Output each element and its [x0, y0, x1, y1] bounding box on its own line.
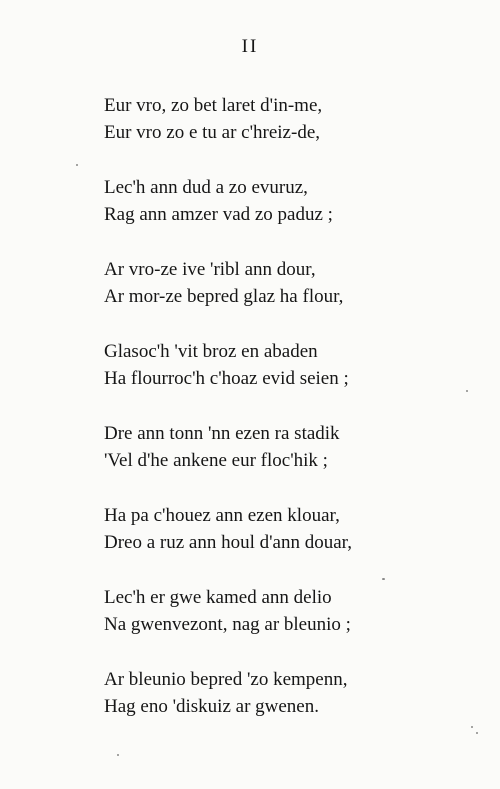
poem-line: Rag ann amzer vad zo paduz ;: [104, 204, 333, 225]
stanza-4: [104, 338, 484, 420]
paper-speck: [466, 390, 468, 392]
poem-line: Lec'h er gwe kamed ann delio: [104, 587, 332, 608]
poem-line: Ar mor-ze bepred glaz ha flour,: [104, 286, 344, 307]
page-number: II: [241, 36, 259, 57]
stanza-6: [104, 502, 484, 584]
poem-line: Dreo a ruz ann houl d'ann douar,: [104, 532, 352, 553]
paper-speck: [382, 578, 385, 580]
poem-line: Ar vro-ze ive 'ribl ann dour,: [104, 259, 316, 280]
poem-line: Glasoc'h 'vit broz en abaden: [104, 341, 318, 362]
poem-line: 'Vel d'he ankene eur floc'hik ;: [104, 450, 328, 471]
stanza-3: [104, 256, 484, 338]
poem-line: Ha flourroc'h c'hoaz evid seien ;: [104, 368, 349, 389]
poem-line: Hag eno 'diskuiz ar gwenen.: [104, 696, 319, 717]
stanza-2: [104, 174, 484, 256]
poem-line: Ha pa c'houez ann ezen klouar,: [104, 505, 340, 526]
poem-line: Lec'h ann dud a zo evuruz,: [104, 177, 308, 198]
stanza-8: [104, 666, 484, 748]
paper-speck: [76, 164, 78, 166]
poem: [104, 92, 484, 748]
paper-speck: [471, 726, 473, 728]
stanza-5: [104, 420, 484, 502]
poem-line: Ar bleunio bepred 'zo kempenn,: [104, 669, 348, 690]
poem-line: Na gwenvezont, nag ar bleunio ;: [104, 614, 351, 635]
poem-line: Dre ann tonn 'nn ezen ra stadik: [104, 423, 340, 444]
stanza-1: [104, 92, 484, 174]
paper-speck: [117, 754, 119, 756]
poem-line: Eur vro zo e tu ar c'hreiz-de,: [104, 122, 321, 143]
paper-speck: [476, 732, 478, 734]
stanza-7: [104, 584, 484, 666]
poem-line: Eur vro, zo bet laret d'in-me,: [104, 95, 323, 116]
